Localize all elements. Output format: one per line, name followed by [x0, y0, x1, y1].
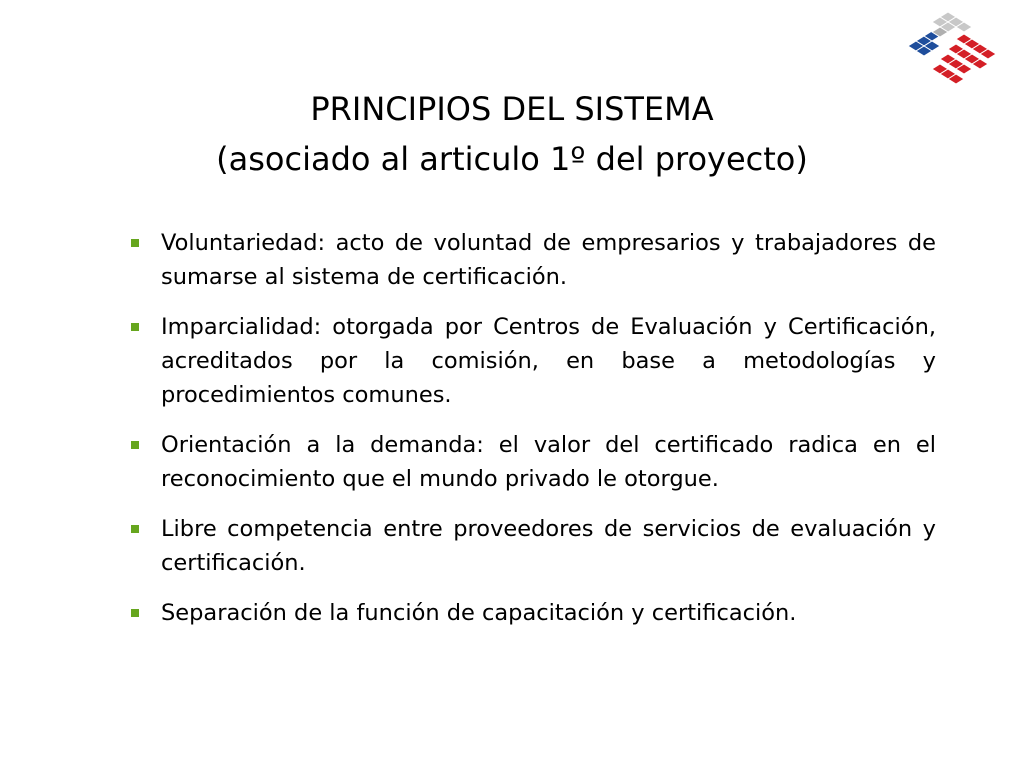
square-bullet-icon [131, 239, 139, 247]
slide-title-line-2: (asociado al articulo 1º del proyecto) [216, 140, 808, 178]
bullet-text: Orientación a la demanda: el valor del certificado radica en el reconocimiento que el mundo privado le otorgue. [161, 432, 936, 492]
chile-government-logo-icon [904, 10, 1000, 88]
bullet-text: Libre competencia entre proveedores de servicios de evaluación y certificación. [161, 516, 936, 576]
bullet-item [128, 226, 936, 294]
slide-title [40, 84, 984, 184]
bullet-item [128, 310, 936, 412]
bullet-text: Imparcialidad: otorgada por Centros de Evaluación y Certificación, acreditados por la comisión, en base a metodologías y procedimientos comunes. [161, 314, 936, 408]
bullet-list [128, 226, 936, 646]
square-bullet-icon [131, 525, 139, 533]
bullet-text: Voluntariedad: acto de voluntad de empresarios y trabajadores de sumarse al sistema de certificación. [161, 230, 936, 290]
bullet-item [128, 428, 936, 496]
slide-title-line-1: PRINCIPIOS DEL SISTEMA [310, 90, 714, 128]
bullet-item [128, 512, 936, 580]
square-bullet-icon [131, 441, 139, 449]
bullet-text: Separación de la función de capacitación y certificación. [161, 600, 797, 626]
bullet-item [128, 596, 936, 630]
square-bullet-icon [131, 609, 139, 617]
square-bullet-icon [131, 323, 139, 331]
